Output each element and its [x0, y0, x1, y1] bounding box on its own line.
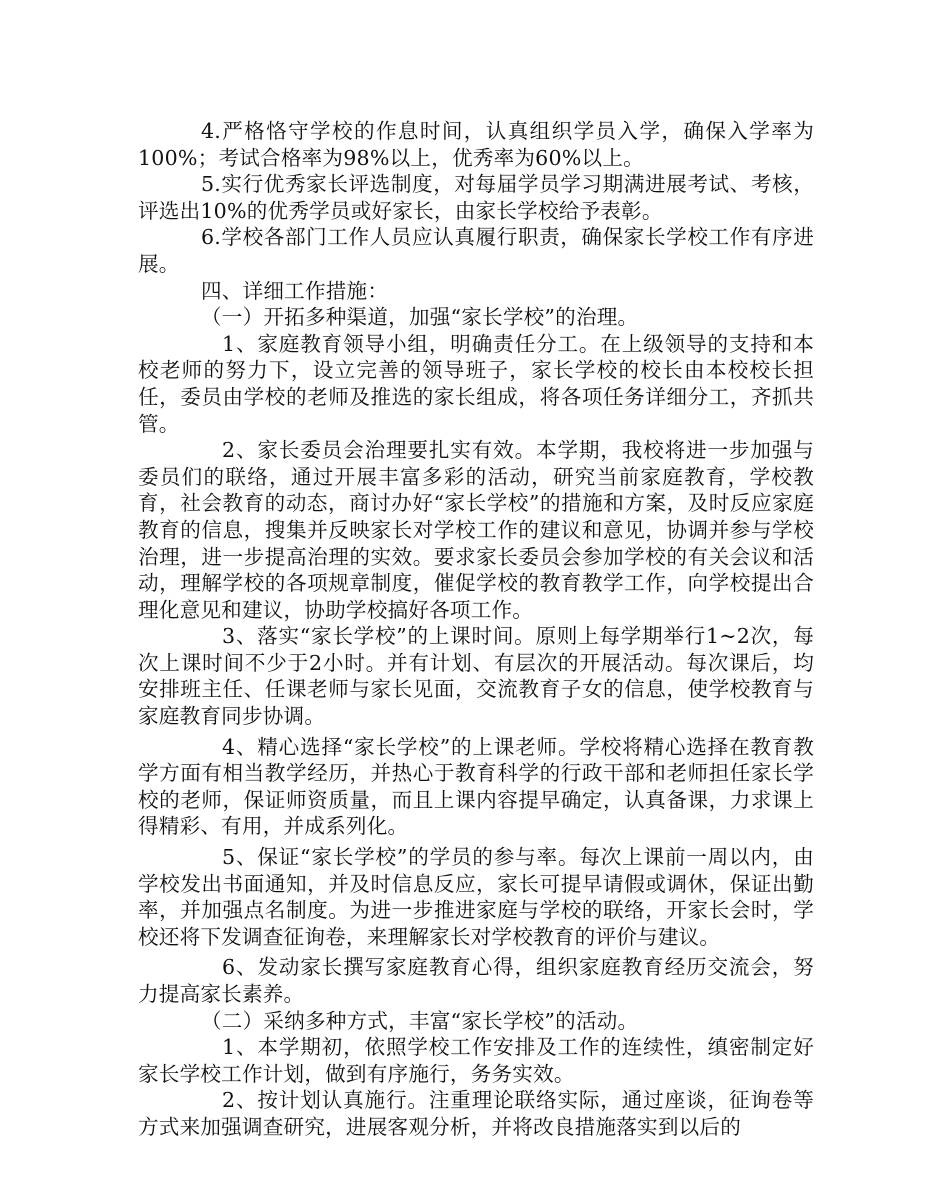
document-body	[138, 118, 814, 1141]
paragraph-class-schedule: 3、落实“家长学校”的上课时间。原则上每学期举行1~2次，每次上课时间不少于2小时。并有计划、有层次的开展活动。每次课后，均安排班主任、任课老师与家长见面，交流教育子女的信息，使学校教育与家庭教育同步协调。	[138, 624, 814, 729]
paragraph-implementation: 2、按计划认真施行。注重理论联络实际，通过座谈，征询卷等方式来加强调查研究，进展客观分析，并将改良措施落实到以后的	[138, 1088, 814, 1139]
subsection-heading-activities: （二）采纳多种方式，丰富“家长学校”的活动。	[201, 1008, 639, 1033]
paragraph-term-plan: 1、本学期初，依照学校工作安排及工作的连续性，缜密制定好家长学校工作计划，做到有序施行，务务实效。	[138, 1035, 814, 1086]
paragraph-teacher-selection: 4、精心选择“家长学校”的上课老师。学校将精心选择在教育教学方面有相当教学经历，并热心于教育科学的行政干部和老师担任家长学校的老师，保证师资质量，而且上课内容提早确定，认真备课，力求课上得精彩、有用，并成系列化。	[138, 734, 814, 839]
paragraph-staff-duties: 6.学校各部门工作人员应认真履行职责，确保家长学校工作有序进展。	[138, 225, 814, 276]
paragraph-excellent-parent-selection: 5.实行优秀家长评选制度，对每届学员学习期满进展考试、考核，评选出10%的优秀学员或好家长，由家长学校给予表彰。	[138, 172, 814, 223]
paragraph-attendance-rules: 4.严格恪守学校的作息时间，认真组织学员入学，确保入学率为100%；考试合格率为98%以上，优秀率为60%以上。	[138, 119, 814, 170]
subsection-heading-management: （一）开拓多种渠道，加强“家长学校”的治理。	[201, 305, 639, 330]
paragraph-parent-writing: 6、发动家长撰写家庭教育心得，组织家庭教育经历交流会，努力提高家长素养。	[138, 955, 814, 1006]
section-heading-measures: 四、详细工作措施：	[201, 278, 389, 303]
paragraph-participation-rate: 5、保证“家长学校”的学员的参与率。每次上课前一周以内，由学校发出书面通知，并及时信息反应，家长可提早请假或调休，保证出勤率，并加强点名制度。为进一步推进家庭与学校的联络，开家长会时，学校还将下发调查征询卷，来理解家长对学校教育的评价与建议。	[138, 845, 814, 949]
paragraph-leadership-group: 1、家庭教育领导小组，明确责任分工。在上级领导的支持和本校老师的努力下，设立完善的领导班子，家长学校的校长由本校校长担任，委员由学校的老师及推选的家长组成，将各项任务详细分工，齐抓共管。	[138, 331, 814, 436]
paragraph-parent-committee: 2、家长委员会治理要扎实有效。本学期，我校将进一步加强与委员们的联络，通过开展丰富多彩的活动，研究当前家庭教育，学校教育，社会教育的动态，商讨办好“家长学校”的措施和方案，及时反应家庭教育的信息，搜集并反映家长对学校工作的建议和意见，协调并参与学校治理，进一步提高治理的实效。要求家长委员会参加学校的有关会议和活动，理解学校的各项规章制度，催促学校的教育教学工作，向学校提出合理化意见和建议，协助学校搞好各项工作。	[138, 438, 814, 622]
